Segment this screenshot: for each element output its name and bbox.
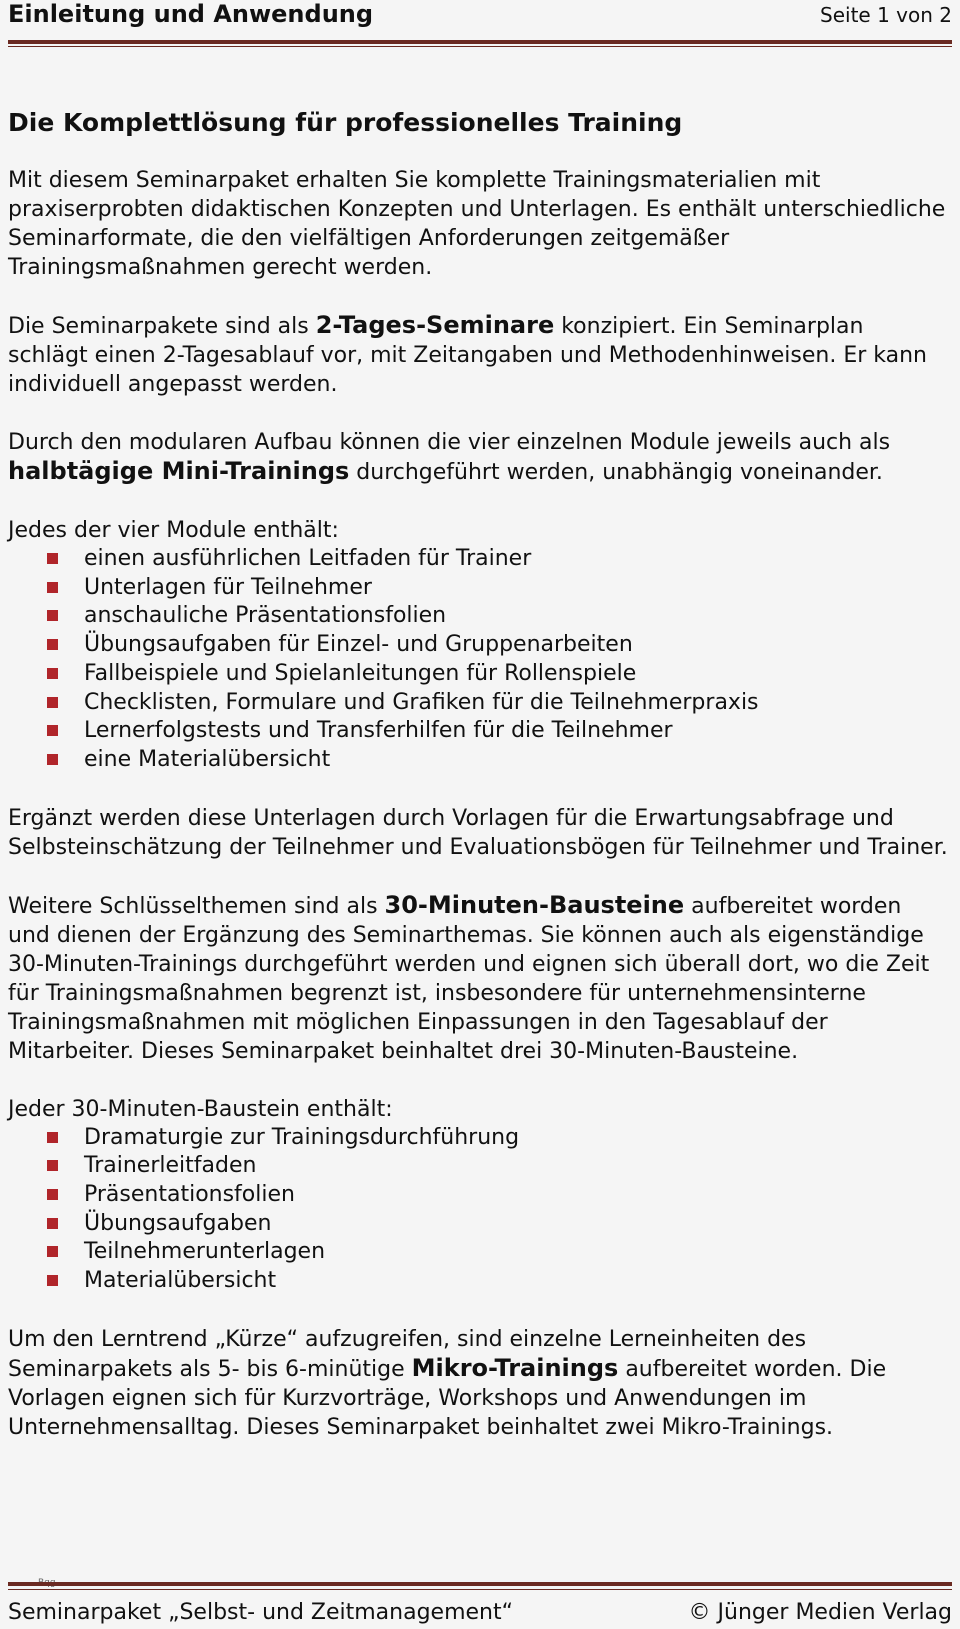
highlight-mikro-trainings: Mikro-Trainings <box>411 1353 619 1382</box>
list-item: Unterlagen für Teilnehmer <box>8 574 948 603</box>
modules-list <box>8 545 948 775</box>
list-item: Lernerfolgstests und Transferhilfen für die Teilnehmer <box>8 717 948 746</box>
list-item: Übungsaufgaben <box>8 1210 948 1239</box>
list-item: Präsentationsfolien <box>8 1181 948 1210</box>
bullet-icon <box>47 1132 58 1143</box>
footer-rule <box>8 1582 952 1586</box>
page-footer <box>8 1598 952 1628</box>
list-item: eine Materialübersicht <box>8 746 948 775</box>
list-item: Dramaturgie zur Trainingsdurchführung <box>8 1124 948 1153</box>
list-item: einen ausführlichen Leitfaden für Trainer <box>8 545 948 574</box>
list-item: Teilnehmerunterlagen <box>8 1238 948 1267</box>
bullet-icon <box>47 582 58 593</box>
document-title: Einleitung und Anwendung <box>8 0 374 28</box>
header-rule <box>8 40 952 44</box>
bullet-icon <box>47 610 58 621</box>
bullet-icon <box>47 553 58 564</box>
paragraph-supplements: Ergänzt werden diese Unterlagen durch Vorlagen für die Erwartungsabfrage und Selbsteinschätzung der Teilnehmer und Evaluationsbögen für Teilnehmer und Trainer. <box>8 805 948 860</box>
page-header <box>8 0 952 30</box>
main-content <box>8 108 948 1471</box>
bullet-icon <box>47 725 58 736</box>
list-item: Materialübersicht <box>8 1267 948 1296</box>
bullet-icon <box>47 697 58 708</box>
bullet-icon <box>47 1160 58 1171</box>
bausteine-list <box>8 1124 948 1296</box>
header-rule-thin <box>8 46 952 47</box>
list-item: Trainerleitfaden <box>8 1152 948 1181</box>
list-item: Checklisten, Formulare und Grafiken für die Teilnehmerpraxis <box>8 689 948 718</box>
modules-intro: Jedes der vier Module enthält: <box>8 518 339 543</box>
footer-rule-thin <box>8 1589 952 1590</box>
paragraph-seminar-format: Die Seminarpakete sind als 2-Tages-Seminare konzipiert. Ein Seminarplan schlägt einen 2-Tagesablauf vor, mit Zeitangaben und Methodenhinweisen. Er kann individuell angepasst werden. <box>8 311 928 397</box>
footer-publisher: © Jünger Medien Verlag <box>688 1600 952 1625</box>
footer-product: Seminarpaket „Selbst- und Zeitmanagement“ <box>8 1600 514 1625</box>
paragraph-mikro: Um den Lerntrend „Kürze“ aufzugreifen, sind einzelne Lerneinheiten des Seminarpakets als 5- bis 6-minütige Mikro-Trainings aufbereitet worden. Die Vorlagen eignen sich für Kurzvorträge, Workshops und Anwendungen im Unternehmensalltag. Dieses Seminarpaket beinhaltet zwei Mikro-Trainings. <box>8 1326 887 1440</box>
highlight-mini-trainings: halbtägige Mini-Trainings <box>8 457 350 485</box>
paragraph-30min: Weitere Schlüsselthemen sind als 30-Minuten-Bausteine aufbereitet worden und dienen der Ergänzung des Seminarthemas. Sie können auch als eigenständige 30-Minuten-Trainings durchgeführt werden und eignen sich überall dort, wo die Zeit für Trainingsmaßnahmen begrenzt ist, insbesondere für unternehmensinterne Trainingsmaßnahmen mit möglichen Einpassungen in den Tagesablauf der Mitarbeiter. Dieses Seminarpaket beinhaltet drei 30-Minuten-Bausteine. <box>8 890 930 1064</box>
bausteine-intro: Jeder 30-Minuten-Baustein enthält: <box>8 1096 393 1122</box>
list-item: Übungsaufgaben für Einzel- und Gruppenarbeiten <box>8 631 948 660</box>
bullet-icon <box>47 1275 58 1286</box>
bullet-icon <box>47 639 58 650</box>
section-heading: Die Komplettlösung für professionelles Training <box>8 108 683 137</box>
list-item: anschauliche Präsentationsfolien <box>8 602 948 631</box>
bullet-icon <box>47 1246 58 1257</box>
highlight-2-tages: 2-Tages-Seminare <box>315 311 555 339</box>
bullet-icon <box>47 754 58 765</box>
page-number: Seite 1 von 2 <box>820 3 952 27</box>
bullet-icon <box>47 1189 58 1200</box>
list-item: Fallbeispiele und Spielanleitungen für Rollenspiele <box>8 660 948 689</box>
highlight-30-minuten: 30-Minuten-Bausteine <box>384 890 685 919</box>
paragraph-intro: Mit diesem Seminarpaket erhalten Sie komplette Trainingsmaterialien mit praxiserprobten didaktischen Konzepten und Unterlagen. Es enthält unterschiedliche Seminarformate, die den vielfältigen Anforderungen zeitgemäßer Trainingsmaßnahmen gerecht werden. <box>8 168 946 280</box>
bullet-icon <box>47 668 58 679</box>
bullet-icon <box>47 1218 58 1229</box>
paragraph-modules: Durch den modularen Aufbau können die vier einzelnen Module jeweils auch als halbtägige Mini-Trainings durchgeführt werden, unabhängig voneinander. <box>8 430 891 485</box>
